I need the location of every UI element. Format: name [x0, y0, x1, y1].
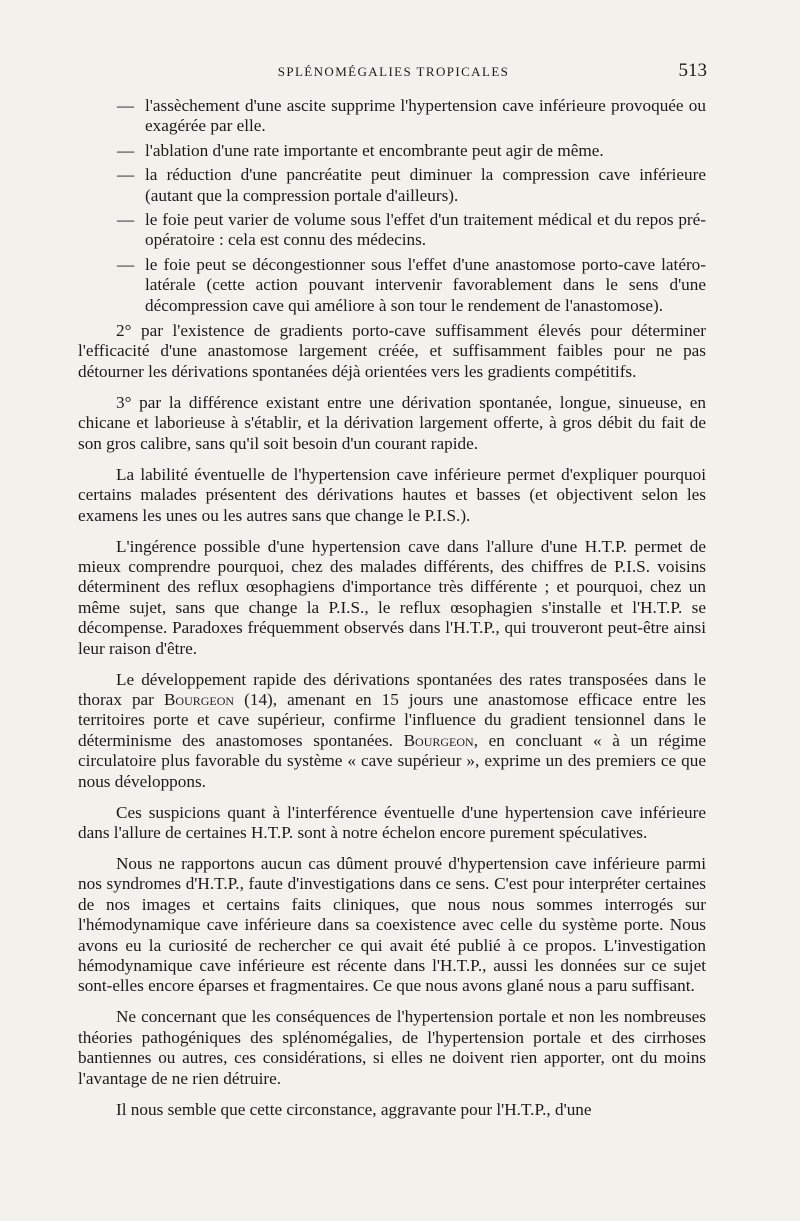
- list-item-text: le foie peut se décongestionner sous l'effet d'une anastomose porto-cave latéro-latérale (cette action pouvant intervenir favorablement dans le sens d'une décompression cave qui améliore à son tour le rendement de l'anastomose).: [145, 254, 706, 315]
- paragraph: Il nous semble que cette circonstance, aggravante pour l'H.T.P., d'une: [116, 1099, 592, 1119]
- paragraph-text: (14), amenant en 15 jours une anastomose efficace entre les territoires porte et cave supérieur, confirme l'influence du gradient tensionnel dans le déterminisme des anastomoses spontanées.: [78, 689, 706, 750]
- paragraph: 2° par l'existence de gradients porto-cave suffisamment élevés pour déterminer l'efficacité d'une anastomose largement créée, et suffisamment faibles pour ne pas détourner les dérivations spontanées déjà orientées vers les gradients compétitifs.: [78, 321, 706, 381]
- list-item-text: l'ablation d'une rate importante et encombrante peut agir de même.: [145, 140, 604, 160]
- list-item-text: la réduction d'une pancréatite peut diminuer la compression cave inférieure (autant que la compression portale d'ailleurs).: [145, 165, 706, 205]
- paragraph-bourgeon: [78, 670, 706, 792]
- paragraph: Nous ne rapportons aucun cas dûment prouvé d'hypertension cave inférieure parmi nos syndromes d'H.T.P., faute d'investigations dans ce sens. C'est pour interpréter certaines de nos images et certains faits cliniques, que nous nous sommes interrogés sur l'hémodynamique cave inférieure dans sa coexistence avec celle du système porte. Nous avons eu la curiosité de rechercher ce qui avait été publié à ce propos. L'investigation hémodynamique cave inférieure est récente dans l'H.T.P., aussi les données sur ce sujet sont-elles encore éparses et fragmentaires. Ce que nous avons glané nous a paru suffisant.: [78, 853, 706, 996]
- paragraph: Ces suspicions quant à l'interférence éventuelle d'une hypertension cave inférieure dans l'allure de certaines H.T.P. sont à notre échelon encore purement spéculatives.: [78, 802, 706, 842]
- dash-marker: —: [117, 140, 135, 160]
- running-title: SPLÉNOMÉGALIES TROPICALES: [277, 64, 510, 79]
- author-name: Bourgeon: [403, 730, 474, 750]
- dash-marker: —: [117, 254, 135, 274]
- list-item-text: le foie peut varier de volume sous l'effet d'un traitement médical et du repos pré-opératoire : cela est connu des médecins.: [145, 210, 706, 250]
- paragraph: 3° par la différence existant entre une dérivation spontanée, longue, sinueuse, en chicane et laborieuse à s'établir, et la dérivation largement offerte, à gros débit du fait de son gros calibre, sans qu'il soit besoin d'un courant rapide.: [78, 392, 706, 453]
- paragraph-text: , en concluant « à un régime circulatoire plus favorable du système « cave supérieur », exprime un des premiers ce que nous développons.: [78, 730, 706, 791]
- list-item-text: l'assèchement d'une ascite supprime l'hypertension cave inférieure provoquée ou exagérée par elle.: [145, 96, 706, 136]
- dash-marker: —: [117, 96, 135, 115]
- dash-marker: —: [117, 210, 135, 230]
- page-number: 513: [678, 60, 707, 81]
- list-item: [78, 141, 706, 161]
- list-item: [78, 96, 706, 137]
- paragraph-text: Le développement rapide des dérivations spontanées des rates transposées dans le thorax par: [78, 669, 706, 709]
- paragraph: Ne concernant que les conséquences de l'hypertension portale et non les nombreuses théories pathogéniques des splénomégalies, de l'hypertension portale et des cirrhoses bantiennes ou autres, ces considérations, si elles ne doivent rien apporter, ont du moins l'avantage de ne rien détruire.: [78, 1007, 706, 1088]
- list-item: [78, 165, 706, 206]
- page-header: [80, 60, 707, 86]
- body-text: [78, 96, 706, 1131]
- list-item: [78, 255, 706, 316]
- paragraph: L'ingérence possible d'une hypertension cave dans l'allure d'une H.T.P. permet de mieux comprendre pourquoi, chez des malades différents, des chiffres de P.I.S. voisins déterminent des reflux œsophagiens d'importance très différente ; et pourquoi, chez un même sujet, sans que change la P.I.S., le reflux œsophagien s'installe et l'H.T.P. se décompense. Paradoxes fréquemment observés dans l'H.T.P., qui trouveront peut-être ainsi leur raison d'être.: [78, 536, 706, 658]
- paragraph: La labilité éventuelle de l'hypertension cave inférieure permet d'expliquer pourquoi certains malades présentent des dérivations hautes et basses (et objectivent selon les examens les unes ou les autres sans que change le P.I.S.).: [78, 464, 706, 525]
- dash-marker: —: [117, 165, 135, 185]
- list-item: [78, 210, 706, 251]
- author-name: Bourgeon: [163, 689, 235, 709]
